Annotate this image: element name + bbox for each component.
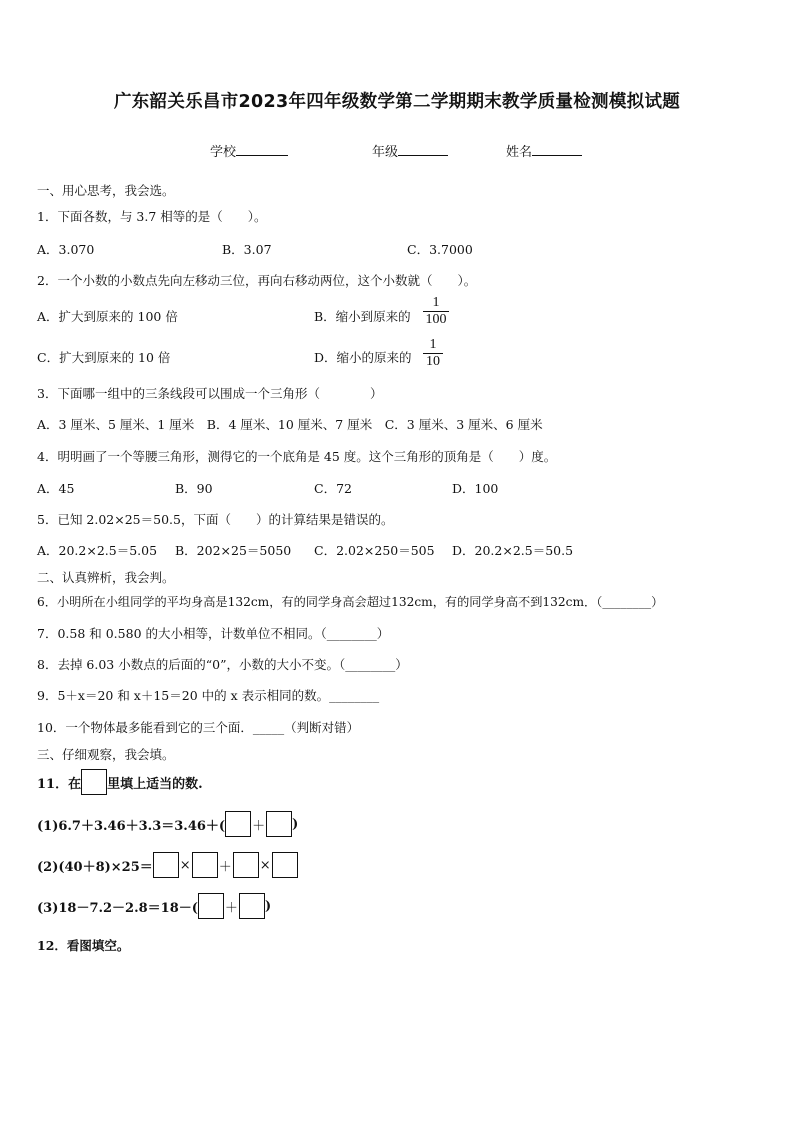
- close-paren: ): [292, 816, 299, 832]
- question-8[interactable]: 8．去掉 6.03 小数点的后面的“0”，小数的大小不变。（________）: [37, 657, 408, 672]
- q5-option-d[interactable]: D．20.2×2.5＝50.5: [452, 543, 574, 558]
- q11-line-3-text: (3)18－7.2－2.8＝18－(: [37, 900, 198, 916]
- q2-option-d-fraction: [423, 337, 443, 370]
- answer-box[interactable]: [266, 811, 292, 837]
- q2-option-b-fraction: [423, 295, 449, 328]
- q2-option-d[interactable]: D．缩小的原来的: [314, 350, 412, 365]
- q5-option-a[interactable]: A．20.2×2.5＝5.05: [37, 543, 158, 558]
- question-11-stem: [37, 769, 203, 795]
- q2-option-c[interactable]: C．扩大到原来的 10 倍: [37, 350, 171, 365]
- q1-option-a[interactable]: A．3.070: [37, 242, 95, 257]
- answer-box[interactable]: [272, 852, 298, 878]
- q11-line-1: [37, 811, 298, 837]
- q3-options[interactable]: A．3 厘米、5 厘米、1 厘米 B．4 厘米、10 厘米、7 厘米 C．3 厘米、3 厘米、6 厘米: [37, 417, 543, 432]
- sample-box: [81, 769, 107, 795]
- q2-option-b[interactable]: B．缩小到原来的: [314, 309, 411, 324]
- q11-line-1-text: (1)6.7＋3.46＋3.3＝3.46＋(: [37, 818, 226, 834]
- answer-box[interactable]: [225, 811, 251, 837]
- fraction-denominator: 100: [425, 312, 447, 327]
- q1-option-c[interactable]: C．3.7000: [407, 242, 473, 257]
- question-1-stem: 1．下面各数，与 3.7 相等的是（ ）。: [37, 209, 267, 224]
- plus-sign: ＋: [218, 859, 232, 875]
- fraction-numerator: 1: [432, 295, 440, 310]
- question-4-stem: 4．明明画了一个等腰三角形，测得它的一个底角是 45 度。这个三角形的顶角是（ ）度。: [37, 449, 557, 464]
- question-12: 12．看图填空。: [37, 938, 130, 953]
- answer-box[interactable]: [153, 852, 179, 878]
- question-6[interactable]: 6．小明所在小组同学的平均身高是132cm，有的同学身高会超过132cm，有的同学身高不到132cm．（________）: [37, 595, 664, 609]
- fraction-numerator: 1: [429, 337, 437, 352]
- times-sign: ×: [179, 857, 191, 873]
- section-1-heading: 一、用心思考，我会选。: [37, 183, 175, 198]
- fraction-denominator: 10: [426, 354, 440, 369]
- q4-option-d[interactable]: D．100: [452, 481, 499, 496]
- q4-option-b[interactable]: B．90: [175, 481, 213, 496]
- question-3-stem: 3．下面哪一组中的三条线段可以围成一个三角形（ ）: [37, 386, 383, 401]
- name-label: 姓名: [506, 145, 533, 160]
- q11-line-3: [37, 893, 271, 919]
- grade-label: 年级: [372, 145, 399, 160]
- page-title: 广东韶关乐昌市2023年四年级数学第二学期期末教学质量检测模拟试题: [113, 92, 681, 112]
- name-field[interactable]: [506, 141, 582, 160]
- q5-option-b[interactable]: B．202×25＝5050: [175, 543, 292, 558]
- name-blank[interactable]: [532, 143, 582, 156]
- question-9[interactable]: 9．5＋x＝20 和 x＋15＝20 中的 x 表示相同的数。________: [37, 688, 380, 703]
- q11-line-2: [37, 852, 298, 878]
- grade-blank[interactable]: [398, 143, 448, 156]
- answer-box[interactable]: [239, 893, 265, 919]
- grade-field[interactable]: [372, 141, 448, 160]
- q5-option-c[interactable]: C．2.02×250＝505: [314, 543, 435, 558]
- plus-sign: ＋: [252, 818, 266, 834]
- section-2-heading: 二、认真辨析，我会判。: [37, 570, 175, 585]
- question-5-stem: 5．已知 2.02×25＝50.5，下面（ ）的计算结果是错误的。: [37, 512, 394, 527]
- question-2-stem: 2．一个小数的小数点先向左移动三位，再向右移动两位，这个小数就（ ）。: [37, 273, 477, 288]
- school-label: 学校: [210, 145, 237, 160]
- school-field[interactable]: [210, 141, 288, 160]
- answer-box[interactable]: [198, 893, 224, 919]
- q11-line-2-text: (2)(40＋8)×25＝: [37, 859, 153, 875]
- question-7[interactable]: 7．0.58 和 0.580 的大小相等，计数单位不相同。（________）: [37, 626, 390, 641]
- close-paren: ): [264, 898, 272, 914]
- answer-box[interactable]: [192, 852, 218, 878]
- q4-option-c[interactable]: C．72: [314, 481, 352, 496]
- plus-sign: ＋: [224, 900, 238, 916]
- q11-suffix: 里填上适当的数.: [107, 776, 203, 792]
- school-blank[interactable]: [236, 143, 288, 156]
- section-3-heading: 三、仔细观察，我会填。: [37, 747, 175, 762]
- q1-option-b[interactable]: B．3.07: [222, 242, 272, 257]
- q11-prefix: 11．在: [37, 776, 82, 792]
- times-sign: ×: [259, 857, 271, 873]
- q4-option-a[interactable]: A．45: [37, 481, 75, 496]
- question-10[interactable]: 10．一个物体最多能看到它的三个面．_____（判断对错）: [37, 720, 360, 735]
- answer-box[interactable]: [233, 852, 259, 878]
- q2-option-a[interactable]: A．扩大到原来的 100 倍: [37, 309, 178, 324]
